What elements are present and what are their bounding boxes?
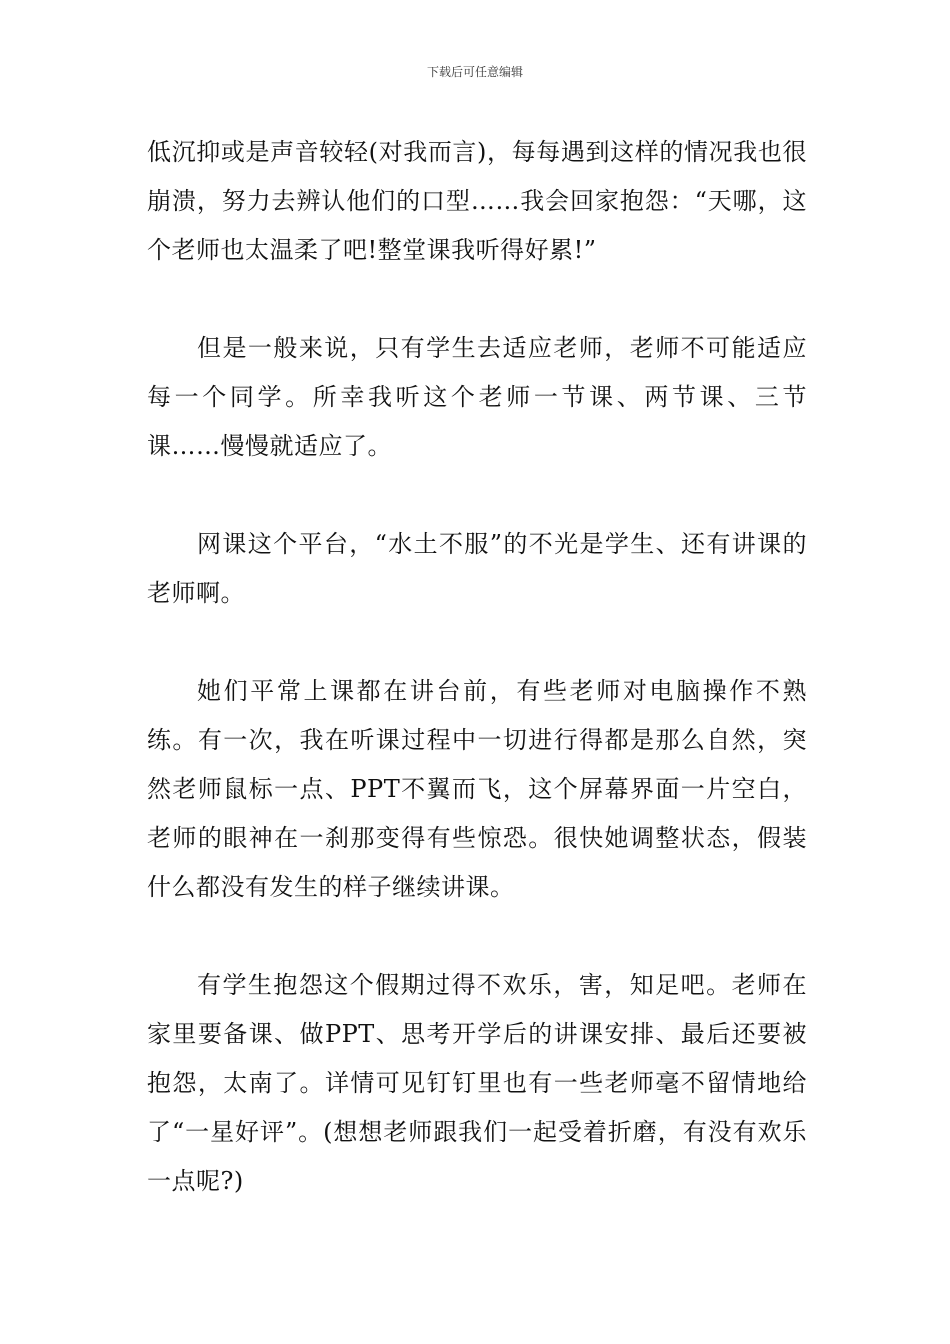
paragraph-2: 但是一般来说，只有学生去适应老师，老师不可能适应每一个同学。所幸我听这个老师一节课、两节课、三节课……慢慢就适应了。	[147, 334, 807, 460]
page-header: 下载后可任意编辑	[426, 65, 523, 79]
paragraph-5: 有学生抱怨这个假期过得不欢乐，害，知足吧。老师在家里要备课、做PPT、思考开学后的讲课安排、最后还要被抱怨，太南了。详情可见钉钉里也有一些老师毫不留情地给了“一星好评”。(想想老师跟我们一起受着折磨，有没有欢乐一点呢?)	[147, 971, 807, 1195]
paragraph-1: 低沉抑或是声音较轻(对我而言)，每每遇到这样的情况我也很崩溃，努力去辨认他们的口型……我会回家抱怨：“天哪，这个老师也太温柔了吧!整堂课我听得好累!”	[147, 138, 807, 264]
paragraph-4: 她们平常上课都在讲台前，有些老师对电脑操作不熟练。有一次，我在听课过程中一切进行得都是那么自然，突然老师鼠标一点、PPT不翼而飞，这个屏幕界面一片空白，老师的眼神在一刹那变得有些惊恐。很快她调整状态，假装什么都没有发生的样子继续讲课。	[147, 677, 807, 901]
paragraph-3: 网课这个平台，“水土不服”的不光是学生、还有讲课的老师啊。	[147, 530, 807, 607]
document-body	[147, 128, 807, 1255]
